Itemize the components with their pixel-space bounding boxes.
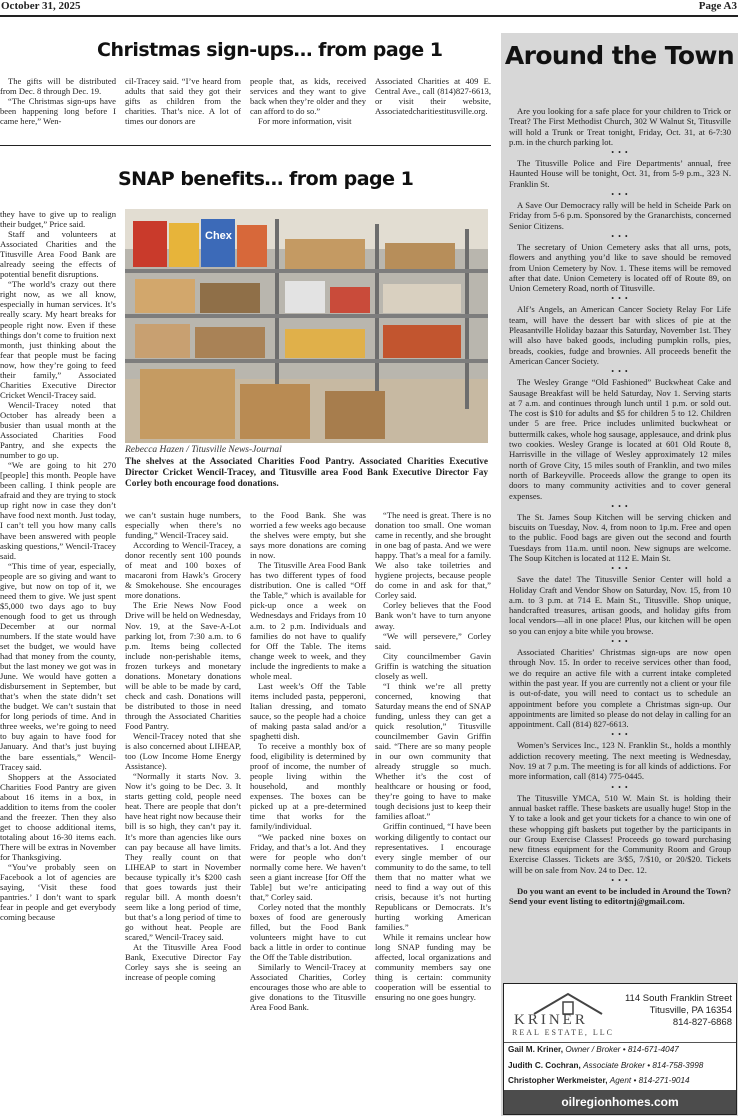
header-rule bbox=[0, 15, 738, 17]
paragraph: “The need is great. There is no donation too small. One woman came in recently, and she brought in one bag of pasta. And we were happy. That’s a meal for a family. We also take toiletries and hygiene projects, because people do come in and ask for that,” Corley said. bbox=[375, 510, 491, 601]
agent-row bbox=[508, 1045, 679, 1054]
section-rule bbox=[0, 145, 491, 146]
christmas-col-3 bbox=[250, 76, 366, 136]
event-item: The Titusville YMCA, 510 W. Main St. is holding their annual basket raffle. These baskets are usually huge! Stop in the Y to take a look and get your tickets for a chance to win one of these whopping gift baskets put together by the participants in our Group Exercise Classes! Proceeds go toward purchasing new fitness equipment for the Community Room and Group Exercise Classes. Tickets are 3/$5, 7/$10, or 20/$20. Tickets will be on sale from Nov. 24 to Dec. 12. bbox=[509, 792, 731, 875]
separator: • • • bbox=[611, 876, 629, 885]
snap-col-2 bbox=[125, 510, 241, 1116]
event-item: The secretary of Union Cemetery asks that all urns, pots, flowers and anything you’d like to save should be removed from Union Cemetery by Nov. 1. These items will be removed after that date. Union Cemetery is located off of Route 89, on Union Cemetery Road, north of Titusville. bbox=[509, 241, 731, 294]
agent-role: Owner / Broker bbox=[565, 1045, 621, 1054]
paragraph: “Normally it starts Nov. 3. Now it’s going to be Dec. 3. It starts getting cold, people need heat. There are people that don’t have heat right now because their bill is so high, they can’t pay it. It’s more than agencies like ours can pay because all have limits. They really count on that LIHEAP to start in November because typically it’s $200 cash that goes towards just their regular bill. A month doesn’t seem like a long period of time, but that’s a long period of time to go without heat. People are scared,” Wencil-Tracey said. bbox=[125, 771, 241, 942]
separator: • • • bbox=[611, 367, 629, 377]
paragraph: Similarly to Wencil-Tracey at Associated Charities, Corley encourages those who are able to give donations to the Titusville Area Food Bank. bbox=[250, 962, 366, 1013]
paragraph: cil-Tracey said. “I’ve heard from adults that said they got their gifts as children from the charities. That’s nice. A lot of times our donors are bbox=[125, 76, 241, 127]
paragraph: To receive a monthly box of food, eligibility is determined by proof of income, the number of people living within the household, and monthly expenses. The boxes can be picked up at a pre-determined time that works for the family/individual. bbox=[250, 741, 366, 832]
paragraph: For more information, visit bbox=[258, 116, 352, 127]
separator: • • • bbox=[611, 190, 629, 200]
agent-row bbox=[508, 1076, 690, 1085]
christmas-col-2 bbox=[125, 76, 241, 136]
event-item: Women’s Services Inc., 123 N. Franklin St., holds a monthly addiction recovery meeting. The next meeting is Wednesday, Nov. 19 at 7 p.m. The meeting is for all kinds of addictions. For more information, call (814) 775-0445. bbox=[509, 740, 731, 782]
paragraph: “We will persevere,” Corley said. bbox=[375, 630, 491, 651]
city: Titusville, PA 16354 bbox=[649, 1005, 732, 1016]
separator: • • • bbox=[611, 782, 629, 792]
event-listings bbox=[509, 106, 731, 907]
agent-name: Gail M. Kriner, bbox=[508, 1045, 564, 1054]
paragraph: The gifts will be distributed from Dec. 8 through Dec. 19. bbox=[0, 76, 116, 97]
paragraph: Corley noted that the monthly boxes of food are generously filled, but the Food Bank volunteers might have to cut back a little in order to continue the Off the Table distribution. bbox=[250, 901, 366, 963]
separator: • • • bbox=[611, 730, 629, 740]
snap-headline: SNAP benefits… from page 1 bbox=[118, 168, 414, 190]
cereal-box-label: Chex bbox=[205, 230, 232, 242]
christmas-col-1 bbox=[0, 76, 116, 136]
page-number: Page A3 bbox=[698, 0, 737, 12]
agent-role: Agent bbox=[609, 1076, 632, 1085]
paragraph: they have to give up to realign their budget,” Price said. bbox=[0, 209, 116, 230]
photo-caption: The shelves at the Associated Charities Food Pantry. Associated Charities Executive Director Cricket Wencil-Tracey, and Titusville area Food Bank Executive Director Fay Corley both encourage food donations. bbox=[125, 457, 488, 489]
paragraph: Staff and volunteers at Associated Charities and the Titusville Area Food Bank are already seeing the effects of potential benefit disruptions. bbox=[0, 229, 116, 280]
separator: • • • bbox=[611, 501, 629, 511]
christmas-headline: Christmas sign-ups… from page 1 bbox=[97, 39, 443, 61]
paragraph: The Titusville Area Food Bank has two different types of food distribution. One is called “Off the Table,” which is available for pick-up once a week on Wednesdays and Fridays from 10 a.m. to 2 p.m. Individuals and families do not have to qualify for Off the Table. The items change week to week, and they include the ingredients to make a whole meal. bbox=[250, 560, 366, 681]
event-item: Associated Charities’ Christmas sign-ups are now open through Nov. 15. In order to receive services other than food, we do require an active file with a current intake completed within the past year. If you are currently not a client or your file is out-of-date, you will need to contact us to schedule an appointment before you complete a Christmas sign-up. Our appointments are limited so please do not delay in calling for an appointment. Call (814) 827-6613. bbox=[509, 647, 731, 730]
event-item: Alf’s Angels, an American Cancer Society Relay For Life team, will have the dessert bar with slices of pie at the Pleasantville Holiday bazaar this Saturday, November 1st. They will also have baked goods, including pumpkin rolls, pies, breads, cookies, fudge and brownies. All proceeds benefit the American Cancer Society. bbox=[509, 304, 731, 366]
kriner-real-estate-ad bbox=[503, 983, 737, 1115]
paragraph: Corley believes that the Food Bank won’t have to turn anyone away. bbox=[375, 600, 491, 631]
paragraph: City councilmember Gavin Griffin is watching the situation closely as well. bbox=[375, 650, 491, 681]
pantry-photo bbox=[125, 209, 488, 443]
separator: • • • bbox=[611, 564, 629, 574]
separator: • • • bbox=[611, 637, 629, 647]
paragraph: “We are going to hit 270 [people] this month. People have been calling. I think people are afraid and they are trying to stock up right now in case they don’t have food next month. Just today, I can’t tell you how many calls have been answered with people asking questions,” Wencil-Tracey said. bbox=[0, 460, 116, 561]
separator: • • • bbox=[611, 231, 629, 241]
paragraph: Last week’s Off the Table items included pasta, pepperoni, Italian dressing, and tomato sauce, so the people had a choice of making pasta salad and/or a spaghetti dish. bbox=[250, 680, 366, 742]
agent-phone: • 814-271-9014 bbox=[633, 1076, 690, 1085]
sidebar-title: Around the Town bbox=[504, 41, 735, 70]
agent-name: Christopher Werkmeister, bbox=[508, 1076, 608, 1085]
christmas-col-4 bbox=[375, 76, 491, 136]
agent-phone: • 814-758-3998 bbox=[647, 1061, 704, 1070]
event-item: A Save Our Democracy rally will be held in Scheide Park on Friday from 5-6 p.m. Sponsored by the Granarchists, concerned Senior Citizens. bbox=[509, 200, 731, 231]
around-the-town-sidebar bbox=[501, 33, 738, 1116]
agent-row bbox=[508, 1061, 703, 1070]
paragraph: “The Christmas sign-ups have been happening long before I came here,” Wen- bbox=[0, 96, 116, 127]
agent-role: Associate Broker bbox=[583, 1061, 645, 1070]
paragraph: Wencil-Tracey noted that she is also concerned about LIHEAP, too (Low Income Home Energy Assistance). bbox=[125, 731, 241, 772]
pantry-shelves-image bbox=[125, 209, 488, 443]
event-item: Are you looking for a safe place for your children to Trick or Treat? The First Methodist Church, 302 W Walnut St, Titusville will hold a Trunk or Treat tonight, Friday, Oct. 31, at 6-7:30 p.m. in the church parking lot. bbox=[509, 106, 731, 147]
separator: • • • bbox=[611, 148, 629, 158]
agent-phone: • 814-671-4047 bbox=[622, 1045, 679, 1054]
paragraph: Wencil-Tracey noted that October has already been a busier than usual month at the Associated Charities Food Pantry, and she expects the number to go up. bbox=[0, 399, 116, 461]
paragraph: “The world’s crazy out there right now, as we all know, especially in human services. It’s really scary. My heart breaks for people right now. Even if these things don’t come to fruition next month, just thinking about the fear that people must be facing now, how they’re going to feed their family,” Associated Charities Executive Director Cricket Wencil-Tracey said. bbox=[0, 279, 116, 400]
divider bbox=[504, 1042, 736, 1043]
phone: 814-827-6868 bbox=[672, 1017, 732, 1028]
event-item: The Titusville Police and Fire Departments’ annual, free Haunted House will be tonight, Oct. 31, from 5-9 p.m., 323 N. Franklin St. bbox=[509, 158, 731, 189]
paragraph: Associated Charities at 409 E. Central Ave., call (814)827-6613, or visit their website, Associatedcharitiestitusville.org. bbox=[375, 76, 491, 117]
paragraph: we can’t sustain huge numbers, especially when there’s no funding,” Wencil-Tracey said. bbox=[125, 510, 241, 541]
paragraph: “You’ve probably seen on Facebook a lot of agencies are saying, ‘Visit these food pantries.’ I don’t want to spark fear in people and get everybody coming because bbox=[0, 862, 116, 923]
separator: • • • bbox=[611, 294, 629, 304]
agent-name: Judith C. Cochran, bbox=[508, 1061, 581, 1070]
paragraph: “This time of year, especially, people are so giving and want to give, but now on top of it, we need them to give. We just spent $5,000 two days ago to buy enough food to get us through December at our normal numbers. If the state would have set the budget, we would have had that money from the county, but the last money we got was in June. We would have gotten a disbursement in September, but that’s when the state didn’t set the budget. We can’t sustain that for long periods of time. And in three weeks, we’re going to need to buy again to have food for January. And that’s just buying the bare essentials,” Wencil-Tracey said. bbox=[0, 560, 116, 772]
website-link[interactable]: oilregionhomes.com bbox=[504, 1090, 736, 1114]
ad-address bbox=[625, 993, 732, 1029]
brand-name: KRINER bbox=[514, 1012, 588, 1028]
paragraph: people that, as kids, received services and they want to give back when they’re older and they can afford to do so.” bbox=[250, 76, 366, 117]
snap-col-4 bbox=[375, 510, 491, 1116]
event-item: The St. James Soup Kitchen will be serving chicken and biscuits on Tuesday, Nov. 4, from noon to 1p.m. Free and open to the public. Food bags are given out the second and fourth Tuesdays from 11a.m. until noon. New signups are welcome. The Soup Kitchen is located at 112 E. Main St. bbox=[509, 511, 731, 563]
paragraph: Griffin continued, “I have been working diligently to contact our representatives. I encourage every single member of our community to do the same, to tell them that no matter what we need to find a way out of this crisis, because it’s not hurting Republicans or Democrats. It’s hurting working American families.” bbox=[375, 821, 491, 932]
event-item: The Wesley Grange “Old Fashioned” Buckwheat Cake and Sausage Breakfast will be held Saturday, Nov 1. Serving starts at 7 a.m. and continues through lunch until 1 p.m. or sold out. The cost is $10 for adults and $5 for children 5 to 12. Children under 5 are free. Price includes unlimited buckwheat or buttermilk cakes, whole hog sausage, applesauce, and drink plus two cookies. Wesley Grange is located at 601 Old Route 8, Harrisville in the village of Wesley approximately 12 miles north of Grove City, 15 miles south of Franklin, and two miles north of Barkeyville. Proceeds allow the grange to open its doors to many community activities and to cover general expenses. bbox=[509, 377, 731, 501]
paragraph: “I think we’re all pretty concerned, knowing that Saturday means the end of SNAP funding, unless they can get a quick resolution,” Titusville councilmember Gavin Griffin said. “There are so many people in our own community that already struggle so much. Whether it’s the cost of healthcare or housing or food, they’re going to have to make tough decisions just to keep their families afloat.” bbox=[375, 680, 491, 822]
issue-date: October 31, 2025 bbox=[1, 0, 81, 12]
paragraph: While it remains unclear how long SNAP funding may be affected, local organizations and community members say one thing is certain: community cooperation will be essential to ensuring no one goes hungry. bbox=[375, 931, 491, 1003]
paragraph: According to Wencil-Tracey, a donor recently sent 100 pounds of meat and 100 boxes of macaroni from Hawk’s Grocery & Smokehouse. She encourages more donations. bbox=[125, 540, 241, 601]
paragraph: Shoppers at the Associated Charities Food Pantry are given about 16 items in a box, in addition to items from the cooler and the freezer. Then they also get to choose additional items, totaling about 16-30 items each. There will be extras in November for Thanksgiving. bbox=[0, 771, 116, 862]
street: 114 South Franklin Street bbox=[624, 993, 732, 1004]
paragraph: “We packed nine boxes on Friday, and that’s a lot. And they were for people who don’t normally come here. We haven’t seen a giant increase [for Off the Table] but we’re anticipating that,” Corley said. bbox=[250, 831, 366, 902]
photo-credit: Rebecca Hazen / Titusville News-Journal bbox=[125, 445, 282, 455]
snap-col-1 bbox=[0, 209, 116, 1116]
event-item: Save the date! The Titusville Senior Center will hold a Holiday Craft and Vendor Show on Saturday, Nov. 15, from 10 a.m. to 3 p.m. at 714 E. Main St., Titusville. Shop unique, handcrafted treasures, artisan goods, and holiday gifts from local vendors—all in one place! Plus, our kitchen will be open so you can enjoy a bite while you browse. bbox=[509, 574, 731, 636]
submission-note: Do you want an event to be included in Around the Town? Send your event listing to editortnj@gmail.com. bbox=[509, 886, 731, 907]
brand-subtitle: REAL ESTATE, LLC bbox=[512, 1028, 614, 1037]
paragraph: to the Food Bank. She was worried a few weeks ago because the shelves were empty, but she says more donations are coming in now. bbox=[250, 510, 366, 561]
paragraph: At the Titusville Area Food Bank, Executive Director Fay Corley says she is seeing an increase of people coming bbox=[125, 942, 241, 983]
snap-col-3 bbox=[250, 510, 366, 1116]
paragraph: The Erie News Now Food Drive will be held on Wednesday, Nov. 19, at the Save-A-Lot parking lot, from 7:30 a.m. to 6 p.m. Items being collected include non-perishable items, frozen turkeys and monetary donations. Monetary donations will be able to be made by card, check and cash. Donations will be distributed to those in need through the Associated Charities Food Pantry. bbox=[125, 600, 241, 731]
